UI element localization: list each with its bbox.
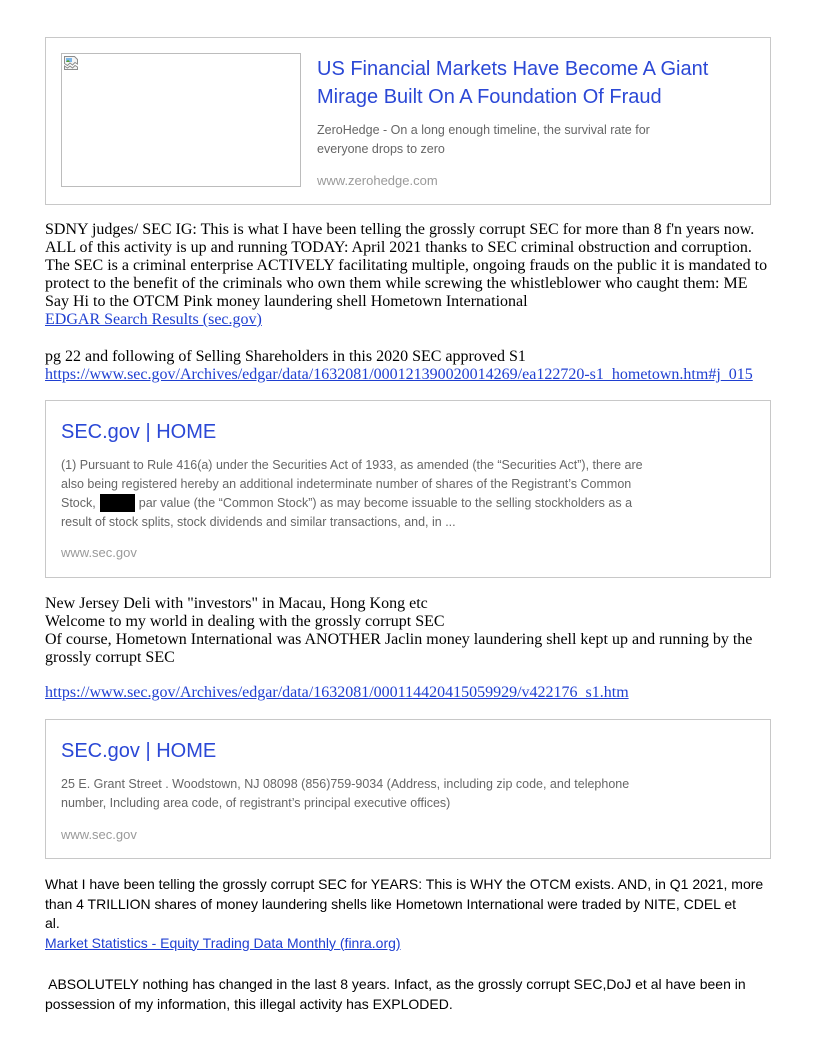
preview-description bbox=[317, 121, 650, 159]
text-line: al. bbox=[45, 915, 60, 931]
text-line: grossly corrupt SEC bbox=[45, 649, 175, 666]
text-line: ABSOLUTELY nothing has changed in the last 8 years. Infact, as the grossly corrupt SEC,DoJ et al have been in bbox=[45, 976, 746, 992]
preview-title-link[interactable]: SEC.gov | HOME bbox=[61, 421, 217, 443]
preview-title-link[interactable]: US Financial Markets Have Become A Giant Mirage Built On A Foundation Of Fraud bbox=[317, 58, 709, 108]
link-preview-card-zerohedge[interactable] bbox=[45, 37, 771, 205]
preview-source-domain: www.zerohedge.com bbox=[317, 173, 438, 188]
preview-description-line: result of stock splits, stock dividends and similar transactions, and, in ... bbox=[61, 515, 456, 529]
preview-thumbnail[interactable] bbox=[61, 53, 301, 187]
paragraph-otcm bbox=[45, 875, 771, 953]
text-line: than 4 TRILLION shares of money laundering shells like Hometown International were traded by NITE, CDEL et bbox=[45, 895, 737, 912]
link-preview-card-sec-address[interactable] bbox=[45, 719, 771, 859]
text-line: protect to the benefit of the criminals who own them while screwing the whistleblower who caught them: ME bbox=[45, 275, 748, 292]
preview-description-fragment: par value (the “Common Stock”) as may become issuable to the selling stockholders as a bbox=[138, 496, 633, 510]
sec-s1-filing-link[interactable]: https://www.sec.gov/Archives/edgar/data/1632081/000114420415059929/v422176_s1.htm bbox=[45, 684, 629, 701]
preview-title-link[interactable]: SEC.gov | HOME bbox=[61, 740, 217, 762]
sec-s1-hometown-link[interactable]: https://www.sec.gov/Archives/edgar/data/1632081/000121390020014269/ea122720-s1_hometown.htm#j_015 bbox=[45, 366, 753, 383]
finra-market-statistics-link[interactable]: Market Statistics - Equity Trading Data Monthly (finra.org) bbox=[45, 934, 401, 951]
paragraph-closing bbox=[45, 975, 771, 1014]
text-line: pg 22 and following of Selling Shareholders in this 2020 SEC approved S1 bbox=[45, 348, 526, 365]
paragraph-sdny bbox=[45, 221, 771, 329]
text-line: ALL of this activity is up and running TODAY: April 2021 thanks to SEC criminal obstruction and corruption. bbox=[45, 239, 752, 256]
preview-description-line: number, Including area code, of registrant’s principal executive offices) bbox=[61, 796, 451, 810]
text-line: Say Hi to the OTCM Pink money laundering shell Hometown International bbox=[45, 293, 528, 310]
preview-description-fragment: Stock, bbox=[61, 496, 96, 510]
edgar-search-results-link[interactable]: EDGAR Search Results (sec.gov) bbox=[45, 311, 262, 328]
broken-image-icon bbox=[63, 55, 79, 71]
paragraph-s1-reference bbox=[45, 348, 771, 384]
preview-description-line: everyone drops to zero bbox=[317, 142, 445, 156]
preview-description bbox=[61, 456, 643, 532]
text-line: SDNY judges/ SEC IG: This is what I have been telling the grossly corrupt SEC for more than 8 f'n years now. bbox=[45, 221, 755, 238]
text-line: New Jersey Deli with "investors" in Macau, Hong Kong etc bbox=[45, 595, 428, 612]
text-line: possession of my information, this illegal activity has EXPLODED. bbox=[45, 995, 453, 1012]
text-line: Welcome to my world in dealing with the grossly corrupt SEC bbox=[45, 613, 445, 630]
preview-description-line: (1) Pursuant to Rule 416(a) under the Securities Act of 1933, as amended (the “Securities Act”), there are bbox=[61, 458, 643, 472]
text-line: Of course, Hometown International was ANOTHER Jaclin money laundering shell kept up and running by the bbox=[45, 631, 753, 648]
preview-description-line: 25 E. Grant Street . Woodstown, NJ 08098 (856)759-9034 (Address, including zip code, and telephone bbox=[61, 777, 630, 791]
redaction-block bbox=[100, 494, 135, 512]
preview-source-domain: www.sec.gov bbox=[61, 545, 137, 560]
link-preview-card-sec-s1[interactable] bbox=[45, 400, 771, 578]
paragraph-new-jersey-deli bbox=[45, 595, 771, 667]
text-line: What I have been telling the grossly corrupt SEC for YEARS: This is WHY the OTCM exists. AND, in Q1 2021, more bbox=[45, 876, 764, 892]
preview-description-line-redacted bbox=[61, 494, 643, 513]
preview-description-line: ZeroHedge - On a long enough timeline, the survival rate for bbox=[317, 123, 650, 137]
preview-source-domain: www.sec.gov bbox=[61, 827, 137, 842]
preview-description-line: also being registered hereby an additional indeterminate number of shares of the Registrant’s Common bbox=[61, 477, 632, 491]
text-line: The SEC is a criminal enterprise ACTIVELY facilitating multiple, ongoing frauds on the public it is mandated to bbox=[45, 257, 768, 274]
paragraph-deli-link bbox=[45, 684, 771, 702]
preview-description bbox=[61, 775, 629, 813]
